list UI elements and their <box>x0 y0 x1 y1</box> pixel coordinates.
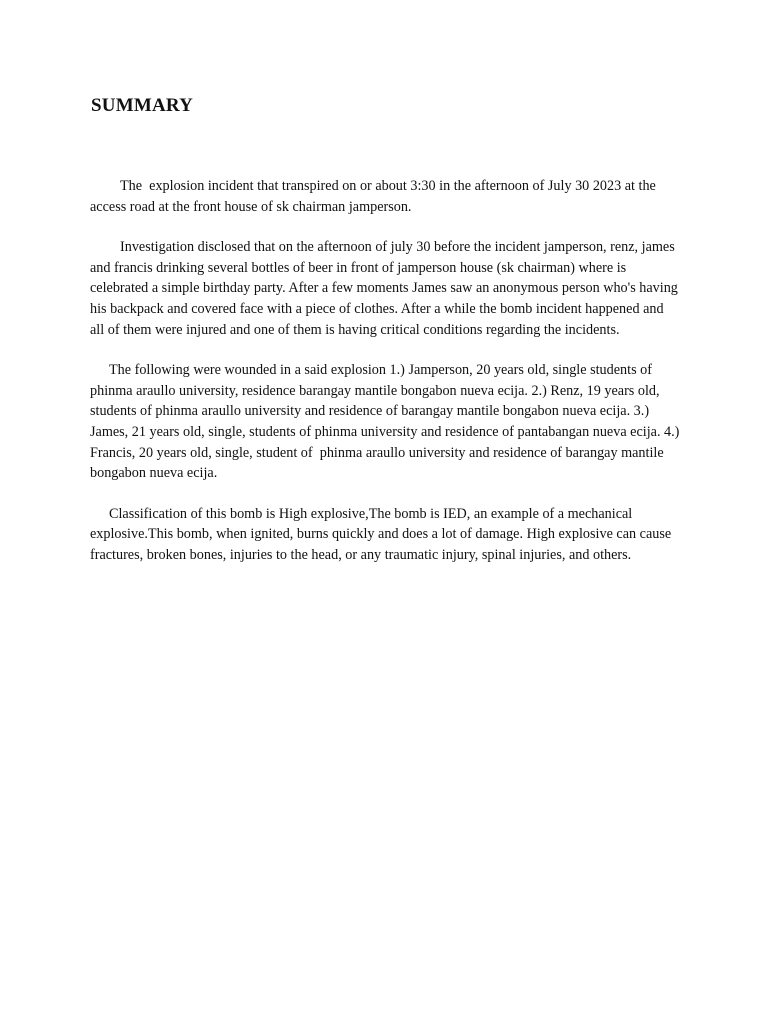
paragraph-wounded: The following were wounded in a said explosion 1.) Jamperson, 20 years old, single students of phinma araullo university, residence barangay mantile bongabon nueva ecija. 2.) Renz, 19 years old, students of phinma araullo university and residence of barangay mantile bongabon nueva ecija. 3.) James, 21 years old, single, students of phinma university and residence of pantabangan nueva ecija. 4.) Francis, 20 years old, single, student of phinma araullo university and residence of barangay mantile bongabon nueva ecija. <box>90 362 683 482</box>
paragraph-incident: The explosion incident that transpired on or about 3:30 in the afternoon of July 30 2023 at the access road at the front house of sk chairman jamperson. <box>90 178 660 215</box>
document-title: SUMMARY <box>91 95 194 116</box>
paragraph-investigation: Investigation disclosed that on the afternoon of july 30 before the incident jamperson, renz, james and francis drinking several bottles of beer in front of jamperson house (sk chairman) where is celebrated a simple birthday party. After a few moments James saw an anonymous person who's having his backpack and covered face with a piece of clothes. After a while the bomb incident happened and all of them were injured and one of them is having critical conditions regarding the incidents. <box>90 239 682 338</box>
document-body <box>90 176 683 586</box>
paragraph-classification: Classification of this bomb is High explosive,The bomb is IED, an example of a mechanical explosive.This bomb, when ignited, burns quickly and does a lot of damage. High explosive can cause fractures, broken bones, injuries to the head, or any traumatic injury, spinal injuries, and others. <box>90 505 675 563</box>
